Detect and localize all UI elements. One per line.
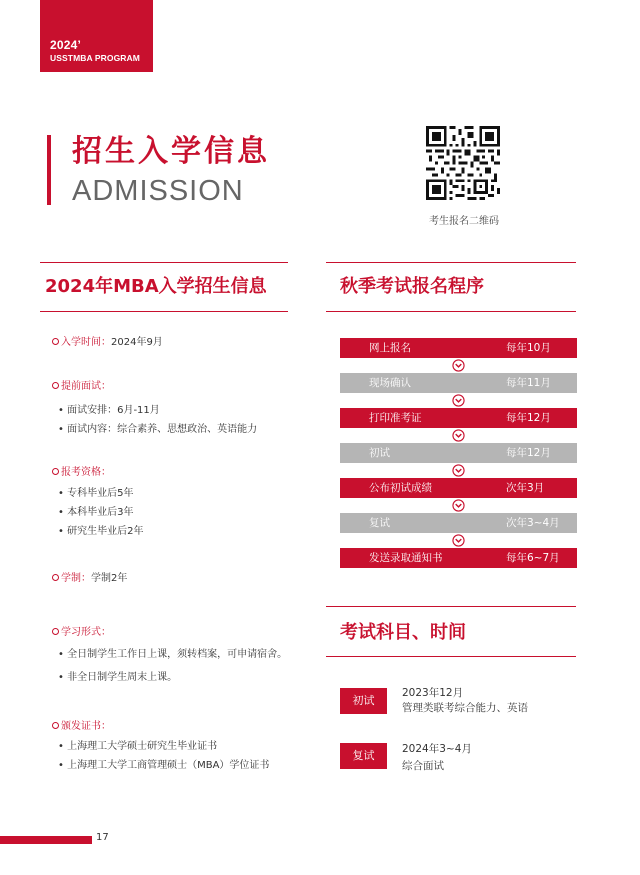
page-title: 招生入学信息 bbox=[72, 134, 270, 169]
list-item: • 上海理工大学工商管理硕士（MBA）学位证书 bbox=[58, 759, 269, 773]
program-badge bbox=[40, 0, 153, 72]
step-print-admission-ticket bbox=[340, 408, 577, 428]
circle-bullet-icon bbox=[52, 382, 59, 389]
step-time: 次年3~4月 bbox=[506, 517, 560, 529]
qr-code-label: 考生报名二维码 bbox=[429, 216, 499, 227]
step-label: 现场确认 bbox=[369, 377, 411, 389]
chevron-down-icon bbox=[452, 394, 465, 407]
list-item: • 上海理工大学硕士研究生毕业证书 bbox=[58, 740, 217, 754]
info-item-early-interview bbox=[52, 380, 111, 394]
footer-accent-bar bbox=[0, 836, 92, 844]
qr-code-icon bbox=[426, 126, 500, 200]
list-item: • 研究生毕业后2年 bbox=[58, 525, 143, 539]
step-label: 公布初试成绩 bbox=[369, 482, 432, 494]
info-item-head: 学习形式： bbox=[61, 627, 111, 638]
info-item-duration bbox=[52, 572, 127, 586]
step-send-admission-notice bbox=[340, 548, 577, 568]
exam-date: 2023年12月 bbox=[402, 687, 464, 699]
step-time: 每年6~7月 bbox=[506, 552, 560, 564]
chevron-down-icon bbox=[452, 499, 465, 512]
circle-bullet-icon bbox=[52, 338, 59, 345]
step-re-exam bbox=[340, 513, 577, 533]
info-item-head: 颁发证书： bbox=[61, 721, 111, 732]
step-label: 复试 bbox=[369, 517, 390, 529]
step-label: 网上报名 bbox=[369, 342, 411, 354]
exam-date: 2024年3~4月 bbox=[402, 743, 472, 755]
circle-bullet-icon bbox=[52, 628, 59, 635]
chevron-down-icon bbox=[452, 359, 465, 372]
step-time: 每年12月 bbox=[506, 447, 551, 459]
exam-section-bottom-rule bbox=[326, 656, 576, 657]
info-item-head: 学制： bbox=[61, 573, 91, 584]
badge-year: 2024’ bbox=[50, 38, 82, 52]
chevron-down-icon bbox=[452, 534, 465, 547]
list-item: • 非全日制学生周末上课。 bbox=[58, 671, 177, 685]
info-item-head: 入学时间： bbox=[61, 337, 111, 348]
step-time: 次年3月 bbox=[506, 482, 545, 494]
step-label: 发送录取通知书 bbox=[369, 552, 443, 564]
left-section-top-rule bbox=[40, 262, 288, 263]
left-section-title: 2024年MBA入学招生信息 bbox=[45, 276, 267, 297]
right-section-bottom-rule bbox=[326, 311, 576, 312]
page-title-english: ADMISSION bbox=[72, 175, 244, 207]
step-label: 初试 bbox=[369, 447, 390, 459]
list-item: • 面试安排：6月-11月 bbox=[58, 404, 160, 418]
step-preliminary-exam bbox=[340, 443, 577, 463]
list-item: • 本科毕业后3年 bbox=[58, 506, 133, 520]
info-item-eligibility bbox=[52, 466, 111, 480]
info-item-study-mode bbox=[52, 626, 111, 640]
exam-section-title: 考试科目、时间 bbox=[340, 622, 466, 643]
left-section-bottom-rule bbox=[40, 311, 288, 312]
badge-program: USSTMBA PROGRAM bbox=[50, 53, 140, 63]
circle-bullet-icon bbox=[52, 468, 59, 475]
info-item-certificates bbox=[52, 720, 111, 734]
step-online-registration bbox=[340, 338, 577, 358]
right-section-title: 秋季考试报名程序 bbox=[340, 276, 484, 297]
exam-section-top-rule bbox=[326, 606, 576, 607]
step-label: 打印准考证 bbox=[369, 412, 422, 424]
list-item: • 面试内容：综合素养、思想政治、英语能力 bbox=[58, 423, 257, 437]
step-onsite-confirmation bbox=[340, 373, 577, 393]
list-item: • 全日制学生工作日上课，须转档案，可申请宿舍。 bbox=[58, 648, 287, 662]
info-item-value: 2024年9月 bbox=[111, 337, 163, 348]
right-section-top-rule bbox=[326, 262, 576, 263]
info-item-head: 提前面试： bbox=[61, 381, 111, 392]
list-item: • 专科毕业后5年 bbox=[58, 487, 133, 501]
exam-tag-re-exam: 复试 bbox=[340, 743, 387, 769]
step-time: 每年10月 bbox=[506, 342, 551, 354]
title-accent-bar bbox=[47, 135, 51, 205]
info-item-enrollment bbox=[52, 336, 163, 350]
circle-bullet-icon bbox=[52, 574, 59, 581]
step-publish-scores bbox=[340, 478, 577, 498]
exam-subjects: 综合面试 bbox=[402, 760, 444, 772]
chevron-down-icon bbox=[452, 464, 465, 477]
chevron-down-icon bbox=[452, 429, 465, 442]
exam-subjects: 管理类联考综合能力、英语 bbox=[402, 702, 528, 714]
exam-tag-preliminary: 初试 bbox=[340, 688, 387, 714]
info-item-head: 报考资格： bbox=[61, 467, 111, 478]
info-item-value: 学制2年 bbox=[91, 573, 128, 584]
step-time: 每年11月 bbox=[506, 377, 551, 389]
page-number: 17 bbox=[96, 832, 109, 843]
circle-bullet-icon bbox=[52, 722, 59, 729]
step-time: 每年12月 bbox=[506, 412, 551, 424]
